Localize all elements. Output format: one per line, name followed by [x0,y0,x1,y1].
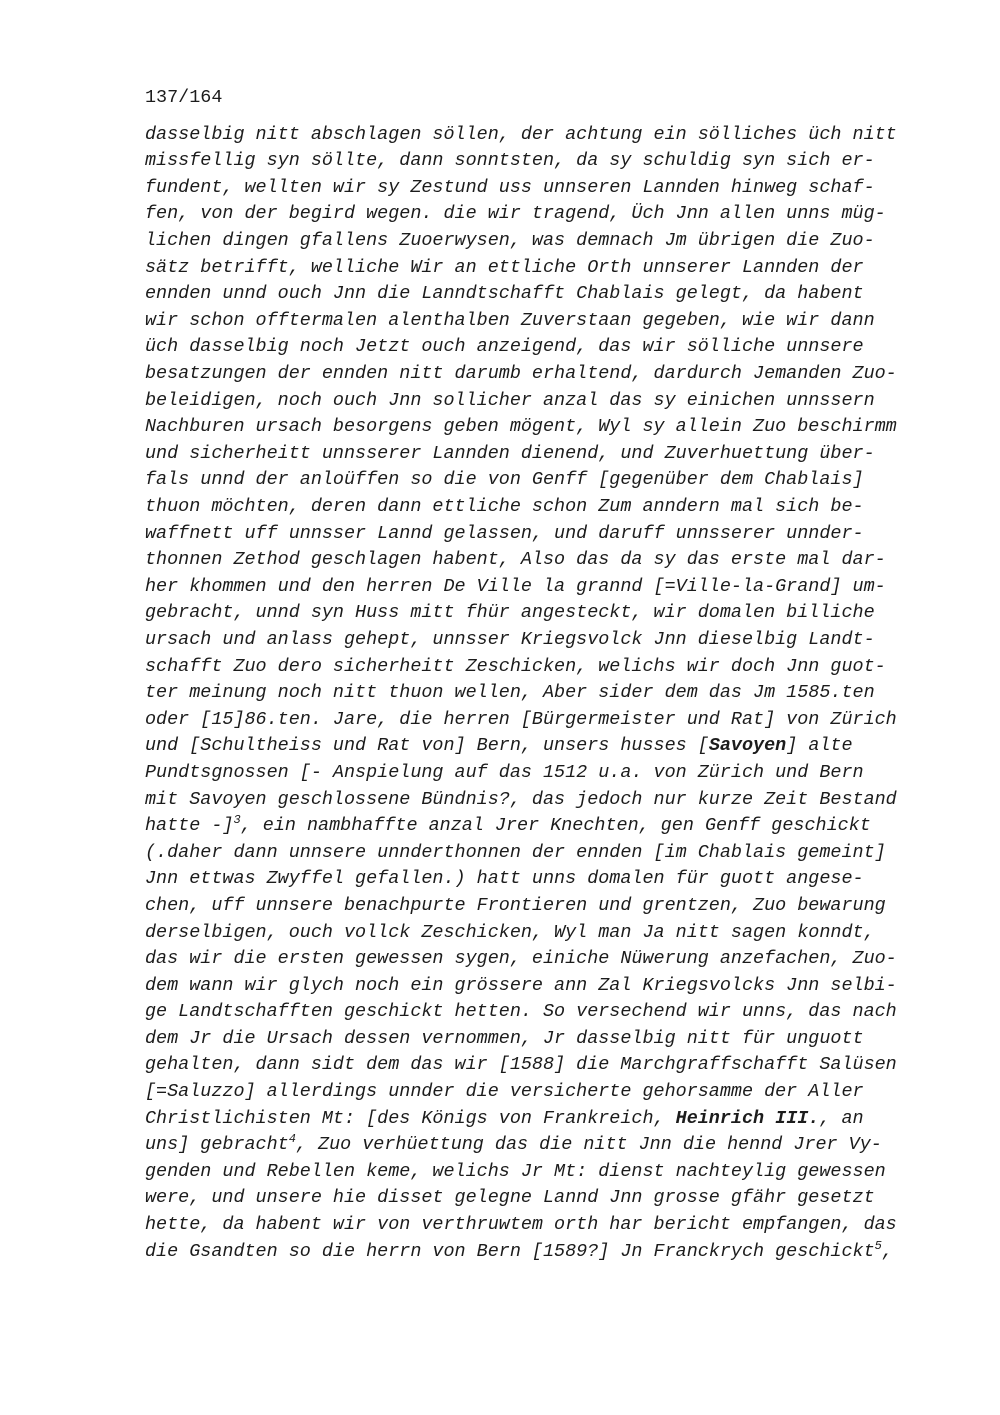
text-line: her khommen und den herren De Ville la grannd [=Ville-la-Grand] um- [145,575,886,597]
text-line: Nachburen ursach besorgens geben mögent, Wyl sy allein Zuo beschirmm [145,416,897,438]
text-line: gehalten, dann sidt dem das wir [1588] die Marchgraffschafft Salüsen [145,1054,897,1076]
text-line: (.daher dann unnsere unnderthonnen der ennden [im Chablais gemeint] [145,841,886,863]
document-body [145,122,925,1266]
text-line: üch dasselbig noch Jetzt ouch anzeigend, das wir sölliche unnsere [145,336,864,358]
footnote-marker: 4 [288,1132,296,1147]
text-line: [=Saluzzo] allerdings unnder die versicherte gehorsamme der Aller [145,1081,864,1103]
text-segment: und [Schultheiss und Rat von] Bern, unsers husses [ [145,735,709,757]
text-line: das wir die ersten gewessen sygen, einiche Nüwerung anzefachen, Zuo- [145,948,897,970]
text-line: gebracht, unnd syn Huss mitt fhür angesteckt, wir domalen billiche [145,602,875,624]
text-line: ter meinung noch nitt thuon wellen, Aber sider dem das Jm 1585.ten [145,682,875,704]
text-line: sätz betrifft, welliche Wir an ettliche Orth unnserer Lannden der [145,256,864,278]
text-line: mit Savoyen geschlossene Bündnis?, das jedoch nur kurze Zeit Bestand [145,788,897,810]
text-line: ge Landtschafften geschickt hetten. So versechend wir unns, das nach [145,1001,897,1023]
bold-term-heinrich: Heinrich III. [675,1107,820,1129]
text-segment: , an [819,1107,864,1129]
text-line: waffnett uff unnsser Lannd gelassen, und daruff unnsserer unnder- [145,522,864,544]
text-line: dem Jr die Ursach dessen vernommen, Jr dasselbig nitt für unguott [145,1027,864,1049]
text-line [145,813,925,840]
text-line: schafft Zuo dero sicherheitt Zeschicken, welichs wir doch Jnn guot- [145,655,886,677]
text-line: genden und Rebellen keme, welichs Jr Mt: dienst nachteylig gewessen [145,1160,886,1182]
text-line: oder [15]86.ten. Jare, die herren [Bürgermeister und Rat] von Zürich [145,708,897,730]
text-line: beleidigen, noch ouch Jnn sollicher anzal das sy einichen unnssern [145,389,875,411]
text-segment: ] alte [786,735,853,757]
text-segment: hatte -] [145,815,234,837]
text-line: fals unnd der anloüffen so die von Genff [gegenüber dem Chablais] [145,469,864,491]
text-line [145,1239,925,1266]
text-segment: , [881,1240,893,1262]
text-segment: , Zuo verhüettung das die nitt Jnn die hennd Jrer Vy- [295,1134,882,1156]
text-line: ursach und anlass gehept, unnsser Kriegsvolck Jnn dieselbig Landt- [145,628,875,650]
text-segment: die Gsandten so die herrn von Bern [1589?] Jn Franckrych geschickt [145,1240,875,1262]
text-line: besatzungen der ennden nitt darumb erhaltend, dardurch Jemanden Zuo- [145,363,897,385]
text-line: dem wann wir glych noch ein grössere ann Zal Kriegsvolcks Jnn selbi- [145,974,897,996]
text-line: were, und unsere hie disset gelegne Lannd Jnn grosse gfähr gesetzt [145,1187,875,1209]
text-line: Pundtsgnossen [- Anspielung auf das 1512 u.a. von Zürich und Bern [145,761,864,783]
text-line: missfellig syn söllte, dann sonntsten, da sy schuldig syn sich er- [145,150,875,172]
text-line: thonnen Zethod geschlagen habent, Also das da sy das erste mal dar- [145,549,886,571]
bold-term-savoyen: Savoyen [708,735,787,757]
text-line: chen, uff unnsere benachpurte Frontieren und grentzen, Zuo bewarung [145,894,886,916]
text-line: und sicherheitt unnsserer Lannden dienend, und Zuverhuettung über- [145,442,875,464]
text-line [145,733,925,760]
text-line: lichen dingen gfallens Zuoerwysen, was demnach Jm übrigen die Zuo- [145,230,875,252]
text-line: fen, von der begird wegen. die wir tragend, Üch Jnn allen unns müg- [145,203,886,225]
footnote-marker: 3 [233,813,241,828]
text-line: derselbigen, ouch vollck Zeschicken, Wyl man Ja nitt sagen konndt, [145,921,875,943]
text-segment: Christlichisten Mt: [des Königs von Frankreich, [145,1107,676,1129]
text-line: thuon möchten, deren dann ettliche schon Zum anndern mal sich be- [145,496,864,517]
text-line: dasselbig nitt abschlagen söllen, der achtung ein sölliches üch nitt [145,123,897,145]
footnote-marker: 5 [874,1238,882,1253]
text-line: Jnn ettwas Zwyffel gefallen.) hatt unns domalen für guott angese- [145,868,864,890]
page-number: 137/164 [145,86,223,108]
text-line: hette, da habent wir von verthruwtem orth har bericht empfangen, das [145,1214,897,1236]
text-line: fundent, wellten wir sy Zestund uss unnseren Lannden hinweg schaf- [145,176,875,198]
text-line [145,1106,925,1133]
text-segment: uns] gebracht [145,1134,289,1156]
text-line: ennden unnd ouch Jnn die Lanndtschafft Chablais gelegt, da habent [145,283,864,305]
text-line: wir schon offtermalen alenthalben Zuverstaan gegeben, wie wir dann [145,309,875,331]
text-segment: , ein nambhaffte anzal Jrer Knechten, gen Genff geschickt [240,815,871,837]
text-line [145,1132,925,1159]
